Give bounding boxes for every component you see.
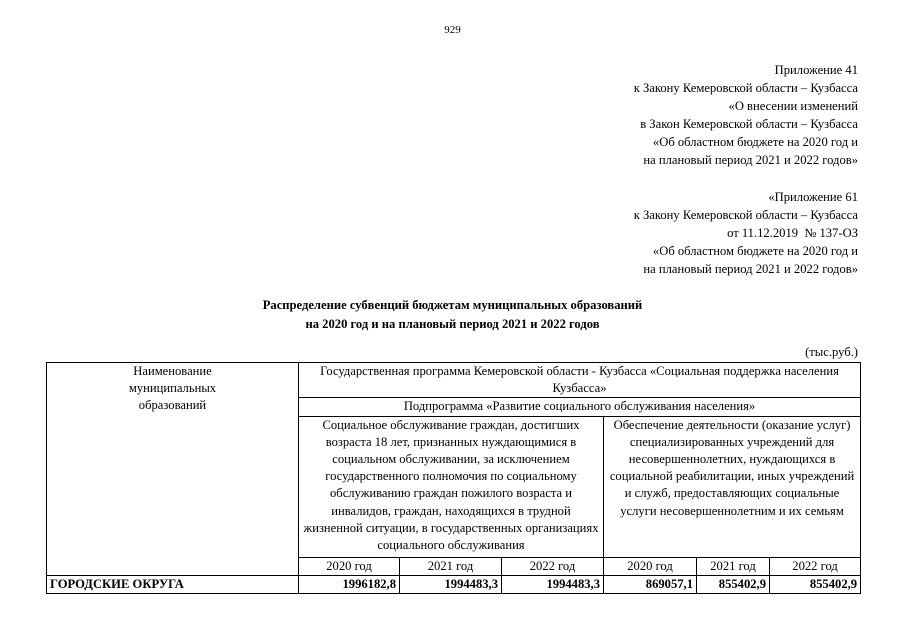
row-value: 855402,9 xyxy=(697,575,770,593)
program-header: Государственная программа Кемеровской области - Кузбасса «Социальная поддержка населения Кузбасса» xyxy=(299,363,861,398)
row-value: 1994483,3 xyxy=(502,575,604,593)
year-header: 2021 год xyxy=(697,557,770,575)
row-value: 1996182,8 xyxy=(299,575,400,593)
title-line-1: Распределение субвенций бюджетам муниципальных образований xyxy=(262,298,643,312)
appendix-heading-original xyxy=(634,189,858,279)
row-name: ГОРОДСКИЕ ОКРУГА xyxy=(47,575,299,593)
col-header-municipality: Наименование муниципальных образований xyxy=(47,363,299,576)
year-header: 2021 год xyxy=(400,557,502,575)
group-header-minors-institutions: Обеспечение деятельности (оказание услуг) специализированных учреждений для несовершеннолетних, нуждающихся в социальной реабилитации, иных учреждений и служб, предоставляющих социальные услуги несовершеннолетним и их семьям xyxy=(604,416,861,557)
year-header: 2022 год xyxy=(502,557,604,575)
appendix-line: «О внесении изменений xyxy=(728,98,858,113)
appendix-heading-amendment xyxy=(634,62,858,169)
appendix-line: к Закону Кемеровской области – Кузбасса xyxy=(633,207,858,222)
appendix-line: на плановый период 2021 и 2022 годов» xyxy=(643,261,858,276)
year-header: 2020 год xyxy=(299,557,400,575)
title-line-2: на 2020 год и на плановый период 2021 и 2022 годов xyxy=(305,317,600,331)
units-label: (тыс.руб.) xyxy=(805,345,858,359)
year-header: 2022 год xyxy=(770,557,861,575)
appendix-line: на плановый период 2021 и 2022 годов» xyxy=(643,152,858,167)
year-header: 2020 год xyxy=(604,557,697,575)
page-number: 929 xyxy=(444,24,461,36)
row-value: 1994483,3 xyxy=(400,575,502,593)
subprogram-header: Подпрограмма «Развитие социального обслуживания населения» xyxy=(299,398,861,416)
subsidy-table xyxy=(46,362,861,594)
appendix-line: «Об областном бюджете на 2020 год и xyxy=(652,134,858,149)
appendix-line: «Об областном бюджете на 2020 год и xyxy=(652,243,858,258)
group-header-adult-social-service: Социальное обслуживание граждан, достигших возраста 18 лет, признанных нуждающимися в социальном обслуживании, за исключением государственного полномочия по социальному обслуживанию граждан пожилого возраста и инвалидов, граждан, находящихся в трудной жизненной ситуации, в государственных организациях социального обслуживания xyxy=(299,416,604,557)
appendix-line: от 11.12.2019 № 137-ОЗ xyxy=(727,225,858,240)
appendix-line: «Приложение 61 xyxy=(768,190,858,204)
row-value: 855402,9 xyxy=(770,575,861,593)
row-value: 869057,1 xyxy=(604,575,697,593)
appendix-line: к Закону Кемеровской области – Кузбасса xyxy=(633,80,858,95)
appendix-line: Приложение 41 xyxy=(774,63,858,77)
table-row xyxy=(47,575,861,593)
appendix-line: в Закон Кемеровской области – Кузбасса xyxy=(640,116,858,131)
document-title xyxy=(0,296,905,334)
